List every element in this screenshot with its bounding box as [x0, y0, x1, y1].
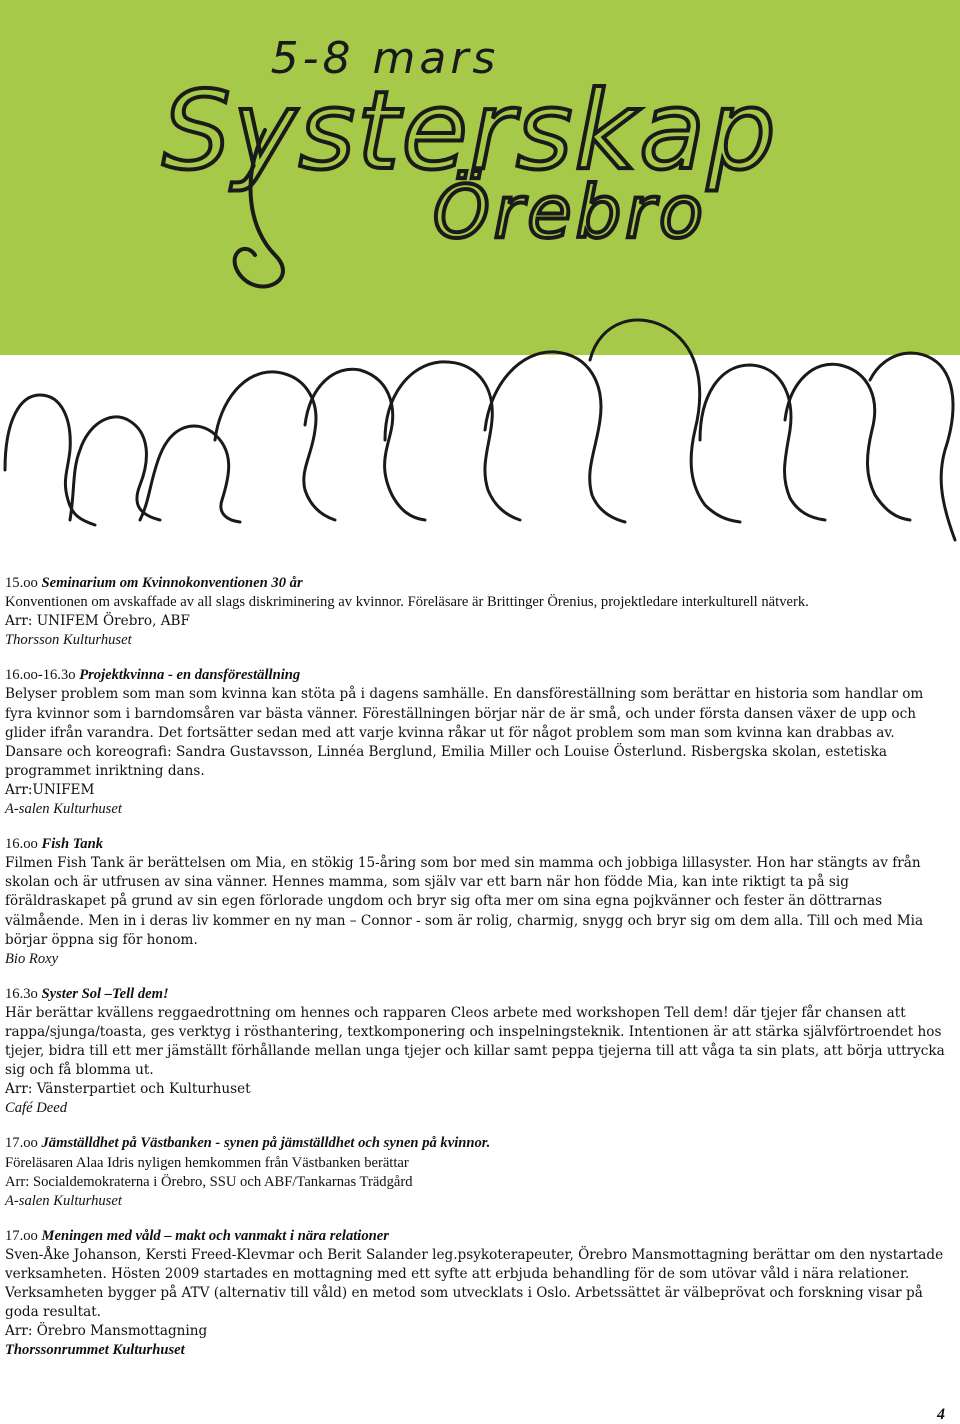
event-item	[5, 835, 950, 969]
festival-banner	[0, 0, 960, 550]
event-time: 16.3o	[5, 985, 38, 1002]
event-time: 17.oo	[5, 1135, 38, 1152]
event-title: Fish Tank	[41, 836, 104, 853]
event-organizer: Arr: Socialdemokraterna i Örebro, SSU och ABF/Tankarnas Trädgård	[5, 1173, 413, 1190]
event-title: Projektkvinna - en dansföreställning	[79, 667, 301, 684]
event-item	[5, 574, 950, 650]
event-title: Jämställdhet på Västbanken - synen på jämställdhet och synen på kvinnor.	[41, 1135, 491, 1152]
event-description: Konventionen om avskaffade av all slags diskriminering av kvinnor. Föreläsare är Brittinger Örenius, projektledare interkulturell nätverk.	[5, 594, 809, 611]
event-time: 17.oo	[5, 1227, 38, 1244]
event-heading	[5, 985, 950, 1004]
event-heading	[5, 1227, 950, 1246]
event-description: Sven-Åke Johanson, Kersti Freed-Klevmar och Berit Salander leg.psykoterapeuter, Örebro Mansmottagning berättar om den nystartade verksamheten. Hösten 2009 startades en mottagning med ett syfte att erbjuda behandling för de som utövar våld i nära relationer. Verksamheten bygger på ATV (alternativ till våld) en metod som utvecklats i Oslo. Arbetssättet är välbeprövat och forskning visar på goda resultat.	[5, 1246, 944, 1321]
event-listing	[5, 574, 950, 1376]
banner-dates: 5-8 mars	[270, 33, 500, 84]
event-time: 15.oo	[5, 575, 38, 591]
event-organizer: Arr: UNIFEM Örebro, ABF	[5, 613, 190, 630]
event-description: Belyser problem som man som kvinna kan stöta på i dagens samhälle. En dansföreställning som berättar en historia som handlar om fyra kvinnor som i barndomsåren var bästa vänner. Föreställningen börjar när de är små, och under första dansen växer de upp och glider ifrån varandra. Det fortsätter sedan med att varje kvinna råkar ut för något problem som man som kvinna kan drabbas av. Dansare och koreografi: Sandra Gustavsson, Linnéa Berglund, Emilia Miller och Louise Österlund. Risbergska skolan, estetiska programmet inriktning dans.	[5, 686, 924, 779]
event-heading	[5, 1134, 950, 1153]
event-venue: Thorssonrummet Kulturhuset	[5, 1342, 185, 1359]
event-heading	[5, 574, 950, 593]
banner-title-line1: Systerskap	[162, 69, 778, 194]
page-number: 4	[937, 1406, 945, 1423]
event-title: Meningen med våld – makt och vanmakt i nära relationer	[41, 1227, 389, 1244]
event-venue: A-salen Kulturhuset	[5, 1192, 122, 1209]
event-organizer: Arr: Örebro Mansmottagning	[5, 1323, 208, 1340]
event-title: Syster Sol –Tell dem!	[41, 985, 169, 1002]
event-venue: Bio Roxy	[5, 950, 59, 967]
event-description: Föreläsaren Alaa Idris nyligen hemkommen från Västbanken berättar	[5, 1154, 409, 1171]
event-title: Seminarium om Kvinnokonventionen 30 år	[41, 575, 303, 591]
event-item	[5, 1227, 950, 1361]
event-venue: Café Deed	[5, 1100, 68, 1117]
event-item	[5, 1134, 950, 1210]
event-time: 16.oo	[5, 836, 38, 853]
banner-title-line2: Örebro	[433, 170, 707, 254]
event-item	[5, 985, 950, 1119]
event-heading	[5, 835, 950, 854]
event-heading	[5, 666, 950, 685]
event-venue: A-salen Kulturhuset	[5, 801, 122, 818]
event-venue: Thorsson Kulturhuset	[5, 632, 132, 649]
event-organizer: Arr:UNIFEM	[5, 781, 95, 798]
banner-white-lower	[0, 355, 960, 550]
event-description: Här berättar kvällens reggaedrottning om hennes och rapparen Cleos arbete med workshopen Tell dem! där tjejer får chansen att rappa/sjunga/toasta, ges verktyg i rösthantering, textkomponering och inspelningsteknik. Intentionen är att stärka självförtroendet hos tjejer, bidra till ett mer jämställt förhållande mellan unga tjejer och killar samt peppa tjejerna till att våga ta sin plats, att börja uttrycka sig och få blomma ut.	[5, 1004, 945, 1079]
event-item	[5, 666, 950, 819]
event-organizer: Arr: Vänsterpartiet och Kulturhuset	[5, 1081, 251, 1098]
event-time: 16.oo-16.3o	[5, 667, 76, 684]
event-description: Filmen Fish Tank är berättelsen om Mia, en stökig 15-åring som bor med sin mamma och jobbiga lillasyster. Hon har stängts av från skolan och är utfrusen av sina vänner. Hennes mamma, som själv var ett barn när hon födde Mia, kan inte riktigt ta på sig föräldraskapet på grund av sin egen förlorade ungdom och bryr sig ofta mer om sina egna pojkvänner och fester än döttrarnas välmående. Men in i deras liv kommer en ny man – Connor - som är rolig, charmig, snygg och bryr sig om dem alla. Till och med Mia börjar öppna sig för honom.	[5, 855, 924, 948]
